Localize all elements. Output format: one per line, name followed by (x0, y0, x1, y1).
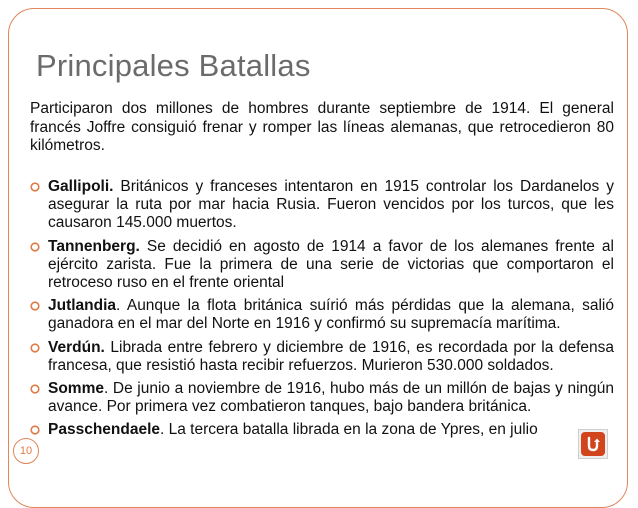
battle-description: . Aunque la flota británica suírió más pérdidas que la alemana, salió ganadora en el mar del Norte en 1916 y confirmó su supremacía marítima. (48, 297, 614, 333)
battle-item-somme (30, 380, 614, 416)
return-arrow-icon (581, 432, 605, 456)
circle-bullet-icon (30, 425, 40, 435)
circle-bullet-icon (30, 343, 40, 353)
battle-term: Somme (48, 380, 104, 398)
battle-item-gallipoli (30, 178, 614, 233)
battle-description: Se decidió en agosto de 1914 a favor de los alemanes frente al ejército zarista. Fue la primera de una serie de victorias que comportaron el retroceso ruso en el frente oriental (48, 237, 614, 292)
battle-description: Librada entre febrero y diciembre de 1916, es recordada por la defensa francesa, que resistió hasta recibir refuerzos. Murieron 530.000 soldados. (48, 338, 614, 374)
battle-item-verdun (30, 339, 614, 375)
battle-description: . De junio a noviembre de 1916, hubo más de un millón de bajas y ningún avance. Por primera vez combatieron tanques, bajo bandera británica. (48, 380, 614, 416)
slide-title: Principales Batallas (36, 48, 311, 83)
battle-list (30, 178, 614, 445)
battle-item-jutlandia (30, 297, 614, 333)
circle-bullet-icon (30, 182, 40, 192)
battle-term: Gallipoli. (48, 178, 114, 195)
circle-bullet-icon (30, 301, 40, 311)
battle-term: Verdún. (48, 338, 105, 356)
intro-paragraph: Participaron dos millones de hombres durante septiembre de 1914. El general francés Joffre consiguió frenar y romper las líneas alemanas, que retrocedieron 80 kilómetros. (30, 100, 614, 154)
battle-item-passchendaele (30, 421, 614, 439)
return-button[interactable] (578, 429, 608, 459)
circle-bullet-icon (30, 384, 40, 394)
battle-item-tannenberg (30, 238, 614, 293)
battle-description: Británicos y franceses intentaron en 1915 controlar los Dardanelos y asegurar la ruta por mar hacia Rusia. Fueron vencidos por los turcos, que les causaron 145.000 muertos. (48, 178, 614, 232)
page-number: 10 (13, 438, 39, 464)
battle-description: . La tercera batalla librada en la zona de Ypres, en julio (160, 421, 538, 439)
battle-term: Passchendaele (48, 421, 161, 439)
battle-term: Jutlandia (48, 297, 117, 315)
battle-term: Tannenberg. (48, 237, 140, 255)
circle-bullet-icon (30, 242, 40, 252)
